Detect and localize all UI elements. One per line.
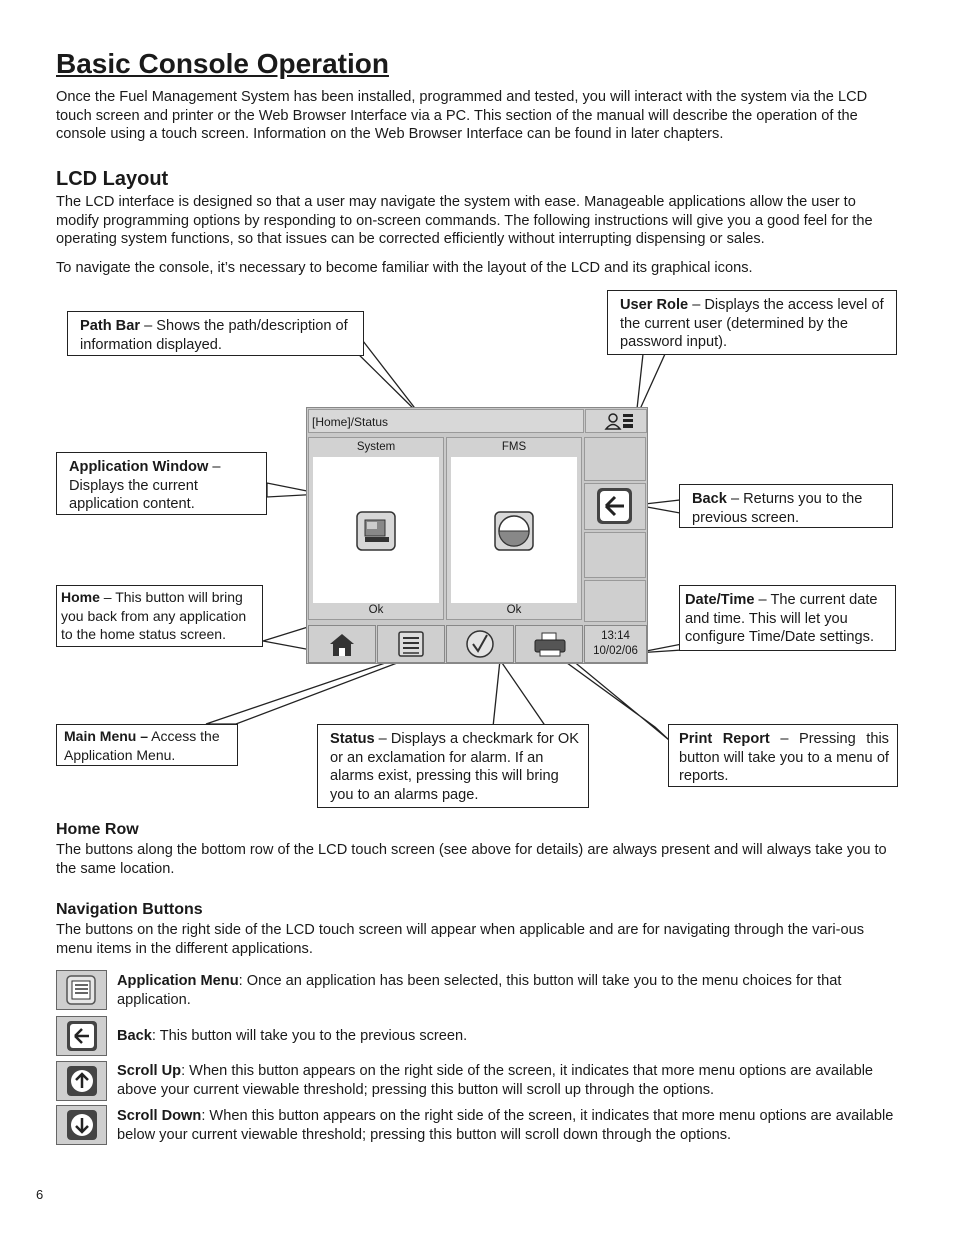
leader-main-menu <box>206 660 405 724</box>
application-menu-icon-box <box>56 970 107 1010</box>
nav-item-scroll-down: Scroll Down: When this button appears on the right side of the screen, it indicates that more menu options are available below your current viewable threshold; pressing this button will scroll down through the options. <box>117 1108 894 1143</box>
application-window-system[interactable] <box>308 437 444 620</box>
lcd-screen <box>306 407 648 664</box>
callout-status: Status – Displays a checkmark for OK or an exclamation for alarm. If an alarms exist, pressing this will bring you to an alarms page. <box>317 724 589 808</box>
home-row-paragraph: The buttons along the bottom row of the LCD touch screen (see above for details) are always present and will always take you to the same location. <box>56 842 887 877</box>
nav-cell-empty <box>584 580 646 622</box>
home-button[interactable] <box>308 625 376 663</box>
printer-icon <box>516 626 582 662</box>
lcd-layout-paragraph: The LCD interface is designed so that a user may navigate the system with ease. Manageable applications allow the user to modify programming options by responding to on-screen commands. The following instructions will give you a good feel for the operating system functions, so that issues can be corrected efficiently without interrupting dispensing or sales. <box>56 194 873 248</box>
navigation-buttons-paragraph: The buttons on the right side of the LCD touch screen will appear when applicable and are for navigating through the vari-ous menu items in the different applications. <box>56 922 865 957</box>
callout-path-bar: Path Bar – Shows the path/description of information displayed. <box>67 311 364 356</box>
page-title: Basic Console Operation <box>56 48 389 79</box>
lcd-layout-paragraph-2: To navigate the console, it’s necessary to become familiar with the layout of the LCD and its graphical icons. <box>56 260 753 276</box>
callout-main-menu: Main Menu – Access the Application Menu. <box>56 724 238 766</box>
callout-back: Back – Returns you to the previous screen. <box>679 484 893 528</box>
fms-tank-icon <box>451 457 577 603</box>
main-menu-button[interactable] <box>377 625 445 663</box>
panel-status: Ok <box>506 604 522 616</box>
home-row-heading: Home Row <box>56 821 139 838</box>
nav-item-application-menu: Application Menu: Once an application has been selected, this button will take you to the menu choices for that application. <box>117 973 842 1008</box>
print-report-button[interactable] <box>515 625 583 663</box>
callout-user-role: User Role – Displays the access level of the current user (determined by the password input). <box>607 290 897 355</box>
panel-title: System <box>356 441 396 453</box>
nav-cell-empty <box>584 437 646 481</box>
back-icon-box <box>56 1016 107 1056</box>
system-console-icon <box>313 457 439 603</box>
callout-date-time: Date/Time – The current date and time. This will let you configure Time/Date settings. <box>679 585 896 651</box>
scroll-up-icon <box>57 1062 107 1100</box>
user-role-button[interactable] <box>585 409 647 433</box>
page-number: 6 <box>36 1187 44 1202</box>
application-window-fms[interactable] <box>446 437 582 620</box>
nav-item-scroll-up: Scroll Up: When this button appears on the right side of the screen, it indicates that more menu options are available above your current viewable threshold; pressing this button will scroll up through the options. <box>117 1063 874 1098</box>
panel-status: Ok <box>368 604 384 616</box>
lcd-back-button[interactable] <box>584 483 646 530</box>
lcd-date: 10/02/06 <box>593 645 638 657</box>
back-arrow-icon <box>585 484 645 529</box>
panel-title: FMS <box>501 441 527 453</box>
path-bar: [Home]/Status <box>308 409 584 433</box>
status-button[interactable] <box>446 625 514 663</box>
home-icon <box>309 626 375 662</box>
scroll-down-icon <box>57 1106 107 1144</box>
scroll-down-icon-box <box>56 1105 107 1145</box>
leader-status <box>493 660 546 727</box>
main-menu-icon <box>378 626 444 662</box>
navigation-buttons-heading: Navigation Buttons <box>56 901 203 918</box>
callout-application-window: Application Window – Displays the current application content. <box>56 452 267 515</box>
intro-paragraph: Once the Fuel Management System has been installed, programmed and tested, you will interact with the system via the LCD touch screen and printer or the Web Browser Interface via a PC. This section of the manual will describe the operation of the console using a touch screen. Information on the Web Browser Interface can be found in later chapters. <box>56 89 868 143</box>
scroll-up-icon-box <box>56 1061 107 1101</box>
lcd-time: 13:14 <box>601 630 630 642</box>
back-arrow-icon <box>57 1017 107 1055</box>
date-time-button[interactable] <box>584 625 647 663</box>
nav-item-back: Back: This button will take you to the previous screen. <box>117 1028 468 1044</box>
application-menu-icon <box>57 971 107 1009</box>
lcd-layout-heading: LCD Layout <box>56 168 169 190</box>
user-role-icon <box>586 410 646 432</box>
nav-cell-empty <box>584 532 646 578</box>
callout-print-report: Print Report – Pressing this button will take you to a menu of reports. <box>668 724 898 787</box>
callout-home: Home – This button will bring you back from any application to the home status screen. <box>56 585 263 647</box>
status-checkmark-icon <box>447 626 513 662</box>
